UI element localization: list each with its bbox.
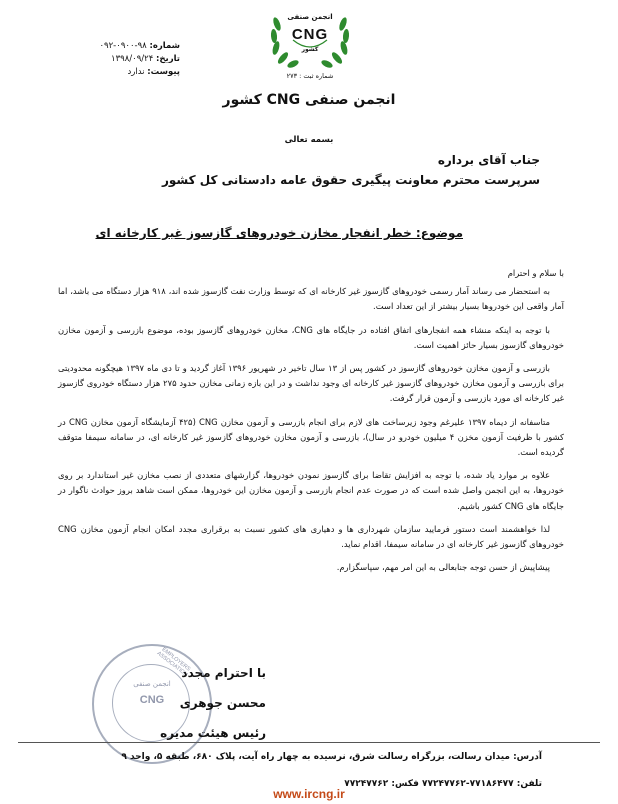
- footer-address: آدرس: میدان رسالت، بزرگراه رسالت شرق، نرسیده به چهار راه آیت، پلاک ۶۸۰، طبقه ۵، واحد ۹: [121, 752, 542, 762]
- recipient-name: جناب آقای برداره: [437, 153, 540, 167]
- signer-title: رئیس هیئت مدیره: [160, 726, 266, 740]
- greeting: با سلام و احترام: [507, 268, 564, 278]
- letter-date: تاریخ: ۱۳۹۸/۰۹/۲۴: [111, 54, 180, 64]
- organization-title: انجمن صنفی CNG کشور: [222, 92, 396, 108]
- paragraph: پیشاپیش از حسن توجه جنابعالی به این امر مهم، سپاسگزارم.: [336, 562, 550, 573]
- recipient-block: [162, 150, 540, 190]
- paragraph: به استحضار می رساند آمار رسمی خودروهای گازسوز غیر کارخانه ای که توسط وزارت نفت گازسوز شده اند، ۹۱۸ هزار دستگاه می باشد، اما آمار واقعی این خودروها بسیار بیشتر از این تعداد است.: [58, 286, 564, 312]
- association-stamp: EMPLOYERS ASSOCIATION انجمن صنفی CNG: [92, 644, 212, 764]
- footer-phones: تلفن: ۷۷۱۸۶۴۷۷-۷۷۲۴۷۷۶۲ فکس: ۷۷۲۴۷۷۶۲: [344, 779, 542, 789]
- bismillah: بسمه تعالی: [284, 135, 334, 145]
- paragraph: با توجه به اینکه منشاء همه انفجارهای اتفاق افتاده در جایگاه های CNG، مخازن خودروهای گازسوز بوده، موضوع بازرسی و آزمون مخازن خودروهای گازسوز بسیار حائز اهمیت است.: [58, 324, 564, 350]
- signer-name: محسن جوهری: [179, 696, 266, 710]
- paragraph: بازرسی و آزمون مخازن خودروهای گازسوز در کشور پس از ۱۳ سال تاخیر در شهریور ۱۳۹۶ آغاز گردید و تا دی ماه ۱۳۹۷ هیچگونه محدودیتی برای بازرسی و آزمون مخازن خودروهای گازسوز غیر کارخانه ای وجود نداشت و در این بازه زمانی مخازن حدود ۲۷۵ هزار دستگاه خودروی گازسوز غیر کارخانه ای مورد بازرسی و آزمون قرار گرفت.: [58, 363, 564, 404]
- letter-attachment: پیوست: ندارد: [127, 67, 180, 77]
- paragraph: لذا خواهشمند است دستور فرمایید سازمان شهرداری ها و دهیاری های کشور نسبت به برقراری مجدد امکان انجام آزمون مخازن CNG خودروهای گازسوز غیر کارخانه ای در سامانه سیمفا، اقدام نماید.: [58, 523, 564, 550]
- registration-number: شماره ثبت : ۲۷۳: [286, 72, 334, 80]
- letter-body: [58, 266, 564, 583]
- letter-number: شماره: ۹۸-۰۹۰۰-۰۹۲: [99, 41, 180, 51]
- footer-divider: [18, 742, 600, 743]
- association-logo: انجمن صنفی CNG کشور شماره ثبت : ۲۷۳: [263, 4, 357, 88]
- letter-subject: موضوع: خطر انفجار مخازن خودروهای گازسوز غیر کارخانه ای: [95, 226, 463, 240]
- closing: با احترام مجدد: [181, 666, 266, 680]
- recipient-title: سرپرست محترم معاونت پیگیری حقوق عامه دادستانی کل کشور: [161, 173, 540, 187]
- signature-block: [86, 658, 266, 748]
- letter-meta: [60, 40, 180, 79]
- website-link[interactable]: www.ircng.ir: [273, 787, 345, 801]
- paragraph: علاوه بر موارد یاد شده، با توجه به افزایش تقاضا برای گازسوز نمودن خودروها، گزارشهای متعددی از نصب مخازن غیر استاندارد بر روی خودروها، به این انجمن واصل شده است که در صورت عدم انجام بازرسی و آزمون مخازن این خودروها، ممکن است شاهد بروز حوادث ناگوار در جایگاه های CNG کشور باشیم.: [58, 470, 564, 511]
- paragraph: متاسفانه از دیماه ۱۳۹۷ علیرغم وجود زیرساخت های لازم برای انجام بازرسی و آزمون مخازن CNG (۴۲۵ آزمایشگاه آزمون مخازن CNG در کشور با ظرفیت آزمون مخزن ۴ میلیون خودرو در سال)، بازرسی و آزمون مخازن خودروهای گازسوز غیر کارخانه ای، در سامانه سیمفا متوقف گردیده است.: [58, 416, 564, 458]
